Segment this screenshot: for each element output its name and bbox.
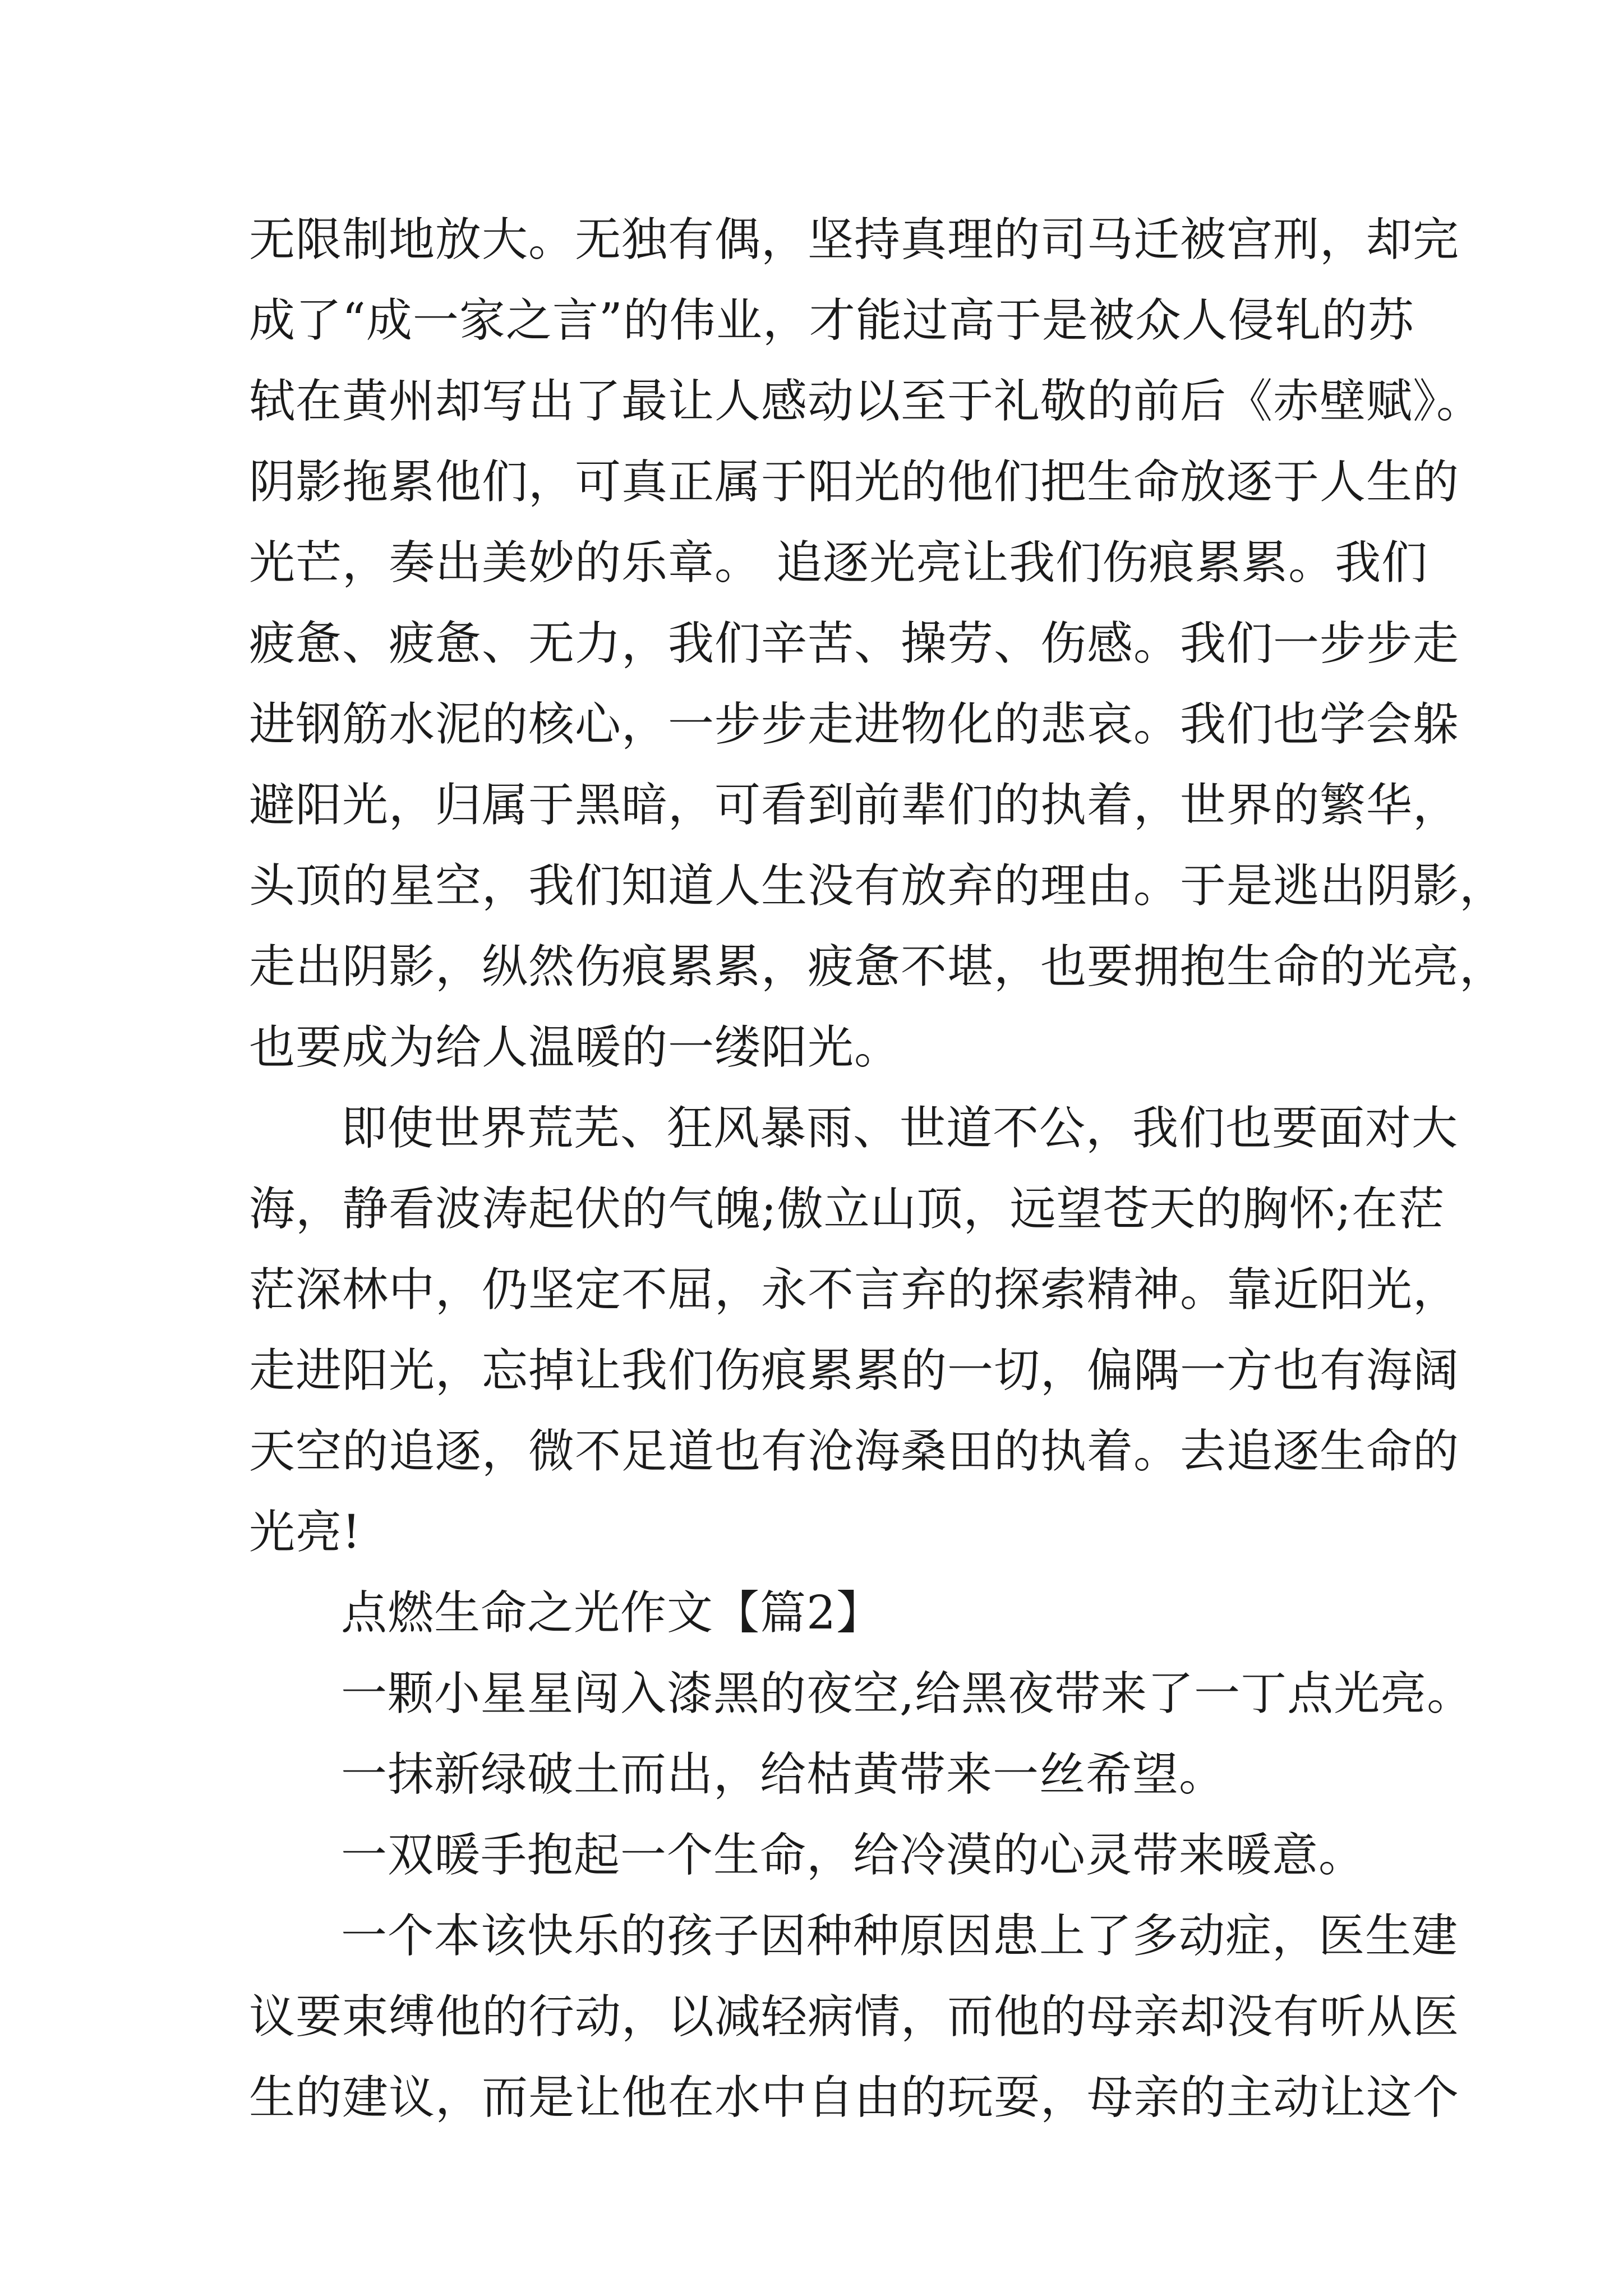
document-body xyxy=(249,200,1506,2138)
text-line: 议要束缚他的行动，以减轻病情，而他的母亲却没有听从医 xyxy=(249,1990,1460,2044)
text-line: 避阳光，归属于黑暗，可看到前辈们的执着，世界的繁华， xyxy=(249,779,1460,832)
text-line: 头顶的星空，我们知道人生没有放弃的理由。于是逃出阴影， xyxy=(249,859,1506,913)
text-line: 进钢筋水泥的核心，一步步走进物化的悲哀。我们也学会躲 xyxy=(249,698,1460,751)
text-line: 一颗小星星闯入漆黑的夜空,给黑夜带来了一丁点光亮。 xyxy=(341,1667,1474,1720)
text-line: 海，静看波涛起伏的气魄;傲立山顶，远望苍天的胸怀;在茫 xyxy=(249,1182,1445,1236)
text-line: 走出阴影，纵然伤痕累累，疲惫不堪，也要拥抱生命的光亮， xyxy=(249,940,1506,993)
text-line: 成了“成一家之言”的伟业，才能过高于是被众人侵轧的苏 xyxy=(249,294,1414,347)
text-line: 一双暖手抱起一个生命，给冷漠的心灵带来暖意。 xyxy=(341,1829,1366,1882)
text-line: 天空的追逐，微不足道也有沧海桑田的执着。去追逐生命的 xyxy=(249,1425,1460,1478)
section-heading: 点燃生命之光作文【篇2】 xyxy=(341,1586,883,1640)
text-line: 也要成为给人温暖的一缕阳光。 xyxy=(249,1021,901,1074)
text-line: 即使世界荒芜、狂风暴雨、世道不公，我们也要面对大 xyxy=(341,1102,1459,1155)
text-line: 生的建议，而是让他在水中自由的玩耍，母亲的主动让这个 xyxy=(249,2071,1460,2124)
text-line: 轼在黄州却写出了最让人感动以至于礼敬的前后《赤壁赋》。 xyxy=(249,375,1483,428)
text-line: 一抹新绿破土而出，给枯黄带来一丝希望。 xyxy=(341,1748,1226,1801)
text-line: 走进阳光，忘掉让我们伤痕累累的一切，偏隅一方也有海阔 xyxy=(249,1344,1460,1397)
text-line: 茫深林中，仍坚定不屈，永不言弃的探索精神。靠近阳光， xyxy=(249,1263,1460,1317)
text-line: 光亮! xyxy=(249,1506,361,1559)
text-line: 阴影拖累他们，可真正属于阳光的他们把生命放逐于人生的 xyxy=(249,455,1460,509)
text-line: 疲惫、疲惫、无力，我们辛苦、操劳、伤感。我们一步步走 xyxy=(249,617,1460,670)
text-line: 光芒，奏出美妙的乐章。 追逐光亮让我们伤痕累累。我们 xyxy=(249,536,1428,590)
text-line: 无限制地放大。无独有偶，坚持真理的司马迁被宫刑，却完 xyxy=(249,213,1460,266)
text-line: 一个本该快乐的孩子因种种原因患上了多动症，医生建 xyxy=(341,1910,1459,1963)
